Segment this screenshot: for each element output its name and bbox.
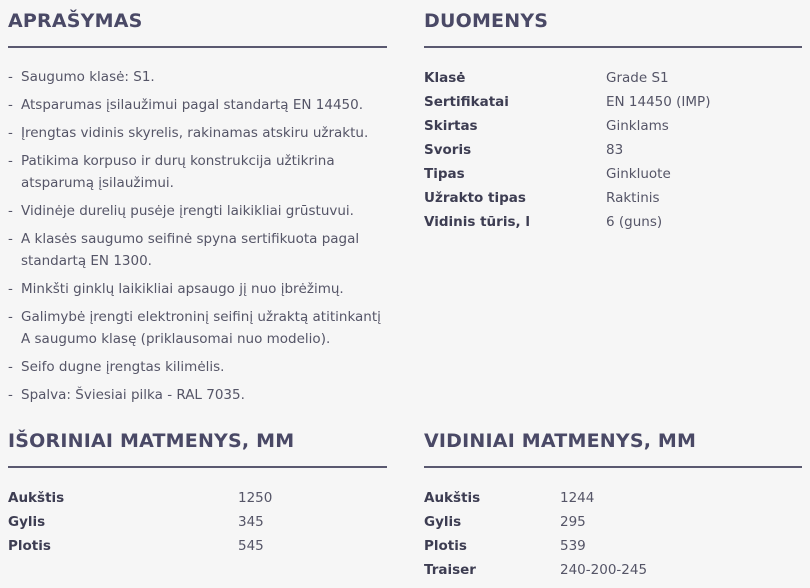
external-dimensions-divider bbox=[8, 466, 387, 468]
row-value: Grade S1 bbox=[606, 70, 669, 86]
external-dimensions-title: IŠORINIAI MATMENYS, MM bbox=[8, 430, 295, 452]
row-value: 6 (guns) bbox=[606, 214, 663, 230]
row-value: 345 bbox=[238, 514, 264, 530]
table-row bbox=[424, 486, 647, 510]
description-item-text: Galimybė įrengti elektroninį seifinį užraktą atitinkantį A saugumo klasę (priklausomai nuo modelio). bbox=[21, 309, 381, 347]
row-value: EN 14450 (IMP) bbox=[606, 94, 711, 110]
row-key: Klasė bbox=[424, 70, 466, 86]
table-row bbox=[8, 534, 272, 558]
row-key: Skirtas bbox=[424, 118, 478, 134]
row-value: 539 bbox=[560, 538, 586, 554]
data-divider bbox=[424, 46, 802, 48]
description-item bbox=[8, 306, 387, 350]
description-item bbox=[8, 278, 387, 300]
internal-dimensions-section bbox=[424, 426, 802, 582]
data-section bbox=[424, 6, 802, 234]
row-key: Aukštis bbox=[8, 490, 65, 506]
row-value: 295 bbox=[560, 514, 586, 530]
dash-bullet: - bbox=[8, 231, 13, 247]
data-title: DUOMENYS bbox=[424, 10, 549, 32]
description-item-text: Atsparumas įsilaužimui pagal standartą EN 14450. bbox=[21, 97, 364, 113]
description-title: APRAŠYMAS bbox=[8, 10, 143, 32]
description-section bbox=[8, 6, 387, 412]
internal-dimensions-title: VIDINIAI MATMENYS, MM bbox=[424, 430, 697, 452]
description-item bbox=[8, 122, 387, 144]
table-row bbox=[424, 162, 710, 186]
table-row bbox=[424, 90, 710, 114]
row-key: Traiser bbox=[424, 562, 476, 578]
row-value: Ginkluote bbox=[606, 166, 671, 182]
row-key: Svoris bbox=[424, 142, 472, 158]
data-table bbox=[424, 66, 710, 234]
dash-bullet: - bbox=[8, 309, 13, 325]
description-item bbox=[8, 384, 387, 406]
description-list bbox=[8, 66, 387, 406]
table-row bbox=[8, 486, 272, 510]
description-divider bbox=[8, 46, 387, 48]
dash-bullet: - bbox=[8, 387, 13, 403]
dash-bullet: - bbox=[8, 281, 13, 297]
external-dimensions-section bbox=[8, 426, 387, 558]
dash-bullet: - bbox=[8, 359, 13, 375]
row-value: 1250 bbox=[238, 490, 273, 506]
description-item bbox=[8, 150, 387, 194]
row-key: Aukštis bbox=[424, 490, 481, 506]
description-item-text: Minkšti ginklų laikikliai apsaugo jį nuo įbrėžimų. bbox=[21, 281, 344, 297]
table-row bbox=[424, 510, 647, 534]
dash-bullet: - bbox=[8, 153, 13, 169]
row-key: Tipas bbox=[424, 166, 465, 182]
description-item-text: A klasės saugumo seifinė spyna sertifikuota pagal standartą EN 1300. bbox=[21, 231, 360, 269]
row-value: Raktinis bbox=[606, 190, 660, 206]
description-item-text: Patikima korpuso ir durų konstrukcija užtikrina atsparumą įsilaužimui. bbox=[21, 153, 335, 191]
internal-dimensions-divider bbox=[424, 466, 802, 468]
description-item-text: Seifo dugne įrengtas kilimėlis. bbox=[21, 359, 225, 375]
description-item-text: Spalva: Šviesiai pilka - RAL 7035. bbox=[21, 387, 245, 403]
row-key: Plotis bbox=[424, 538, 467, 554]
table-row bbox=[424, 138, 710, 162]
dash-bullet: - bbox=[8, 203, 13, 219]
description-item-text: Saugumo klasė: S1. bbox=[21, 69, 155, 85]
description-item bbox=[8, 94, 387, 116]
description-item bbox=[8, 228, 387, 272]
dash-bullet: - bbox=[8, 69, 13, 85]
table-row bbox=[424, 114, 710, 138]
dash-bullet: - bbox=[8, 97, 13, 113]
row-key: Plotis bbox=[8, 538, 51, 554]
row-key: Užrakto tipas bbox=[424, 190, 526, 206]
table-row bbox=[8, 510, 272, 534]
row-value: 1244 bbox=[560, 490, 595, 506]
row-value: 83 bbox=[606, 142, 624, 158]
table-row bbox=[424, 534, 647, 558]
table-row bbox=[424, 558, 647, 582]
row-value: 240-200-245 bbox=[560, 562, 648, 578]
description-item bbox=[8, 200, 387, 222]
description-item-text: Vidinėje durelių pusėje įrengti laikikliai grūstuvui. bbox=[21, 203, 354, 219]
dash-bullet: - bbox=[8, 125, 13, 141]
table-row bbox=[424, 210, 710, 234]
row-value: Ginklams bbox=[606, 118, 669, 134]
description-item-text: Įrengtas vidinis skyrelis, rakinamas atskiru užraktu. bbox=[21, 125, 369, 141]
row-value: 545 bbox=[238, 538, 264, 554]
row-key: Sertifikatai bbox=[424, 94, 509, 110]
description-item bbox=[8, 66, 387, 88]
table-row bbox=[424, 66, 710, 90]
row-key: Gylis bbox=[8, 514, 46, 530]
internal-dimensions-table bbox=[424, 486, 647, 582]
external-dimensions-table bbox=[8, 486, 272, 558]
row-key: Gylis bbox=[424, 514, 462, 530]
description-item bbox=[8, 356, 387, 378]
row-key: Vidinis tūris, l bbox=[424, 214, 530, 230]
table-row bbox=[424, 186, 710, 210]
